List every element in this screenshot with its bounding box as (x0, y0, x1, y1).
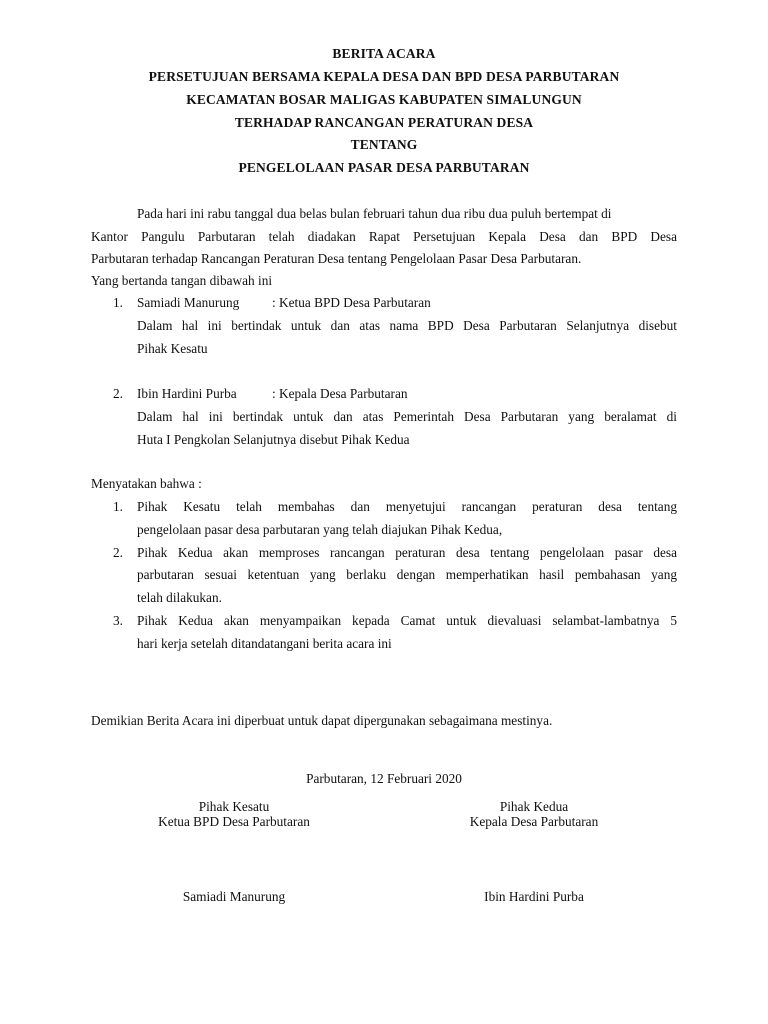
signature-title: Pihak Kedua (499, 799, 569, 814)
party-number: 1. (113, 295, 123, 310)
list-item-line-2: pengelolaan pasar desa parbutaran yang telah diajukan Pihak Kedua, (137, 522, 503, 537)
closing-statement: Demikian Berita Acara ini diperbuat untuk dapat dipergunakan sebagaimana mestinya. (91, 713, 553, 728)
signature-role: Kepala Desa Parbutaran (469, 814, 599, 829)
list-item-line-1: Pihak Kedua akan memproses rancangan peraturan desa tentang pengelolaan pasar desa (137, 545, 677, 560)
header-subtitle-2: KECAMATAN BOSAR MALIGAS KABUPATEN SIMALUNGUN (186, 92, 582, 107)
party-role: : Ketua BPD Desa Parbutaran (272, 295, 431, 310)
list-item-line-3: telah dilakukan. (137, 590, 222, 605)
list-item-line-2: hari kerja setelah ditandatangani berita acara ini (137, 636, 392, 651)
list-item-number: 2. (113, 545, 123, 560)
intro-line-2: Kantor Pangulu Parbutaran telah diadakan Rapat Persetujuan Kepala Desa dan BPD Desa (91, 229, 677, 244)
intro-line-1: Pada hari ini rabu tanggal dua belas bulan februari tahun dua ribu dua puluh bertempat di (137, 206, 612, 221)
party-role: : Kepala Desa Parbutaran (272, 386, 408, 401)
signature-name: Ibin Hardini Purba (484, 889, 584, 904)
statement-heading: Menyatakan bahwa : (91, 476, 202, 491)
party-description-line-1: Dalam hal ini bertindak untuk dan atas Pemerintah Desa Parbutaran yang beralamat di (137, 409, 677, 424)
header-subtitle-4: TENTANG (350, 137, 418, 152)
list-item-line-1: Pihak Kedua akan menyampaikan kepada Camat untuk dievaluasi selambat-lambatnya 5 (137, 613, 677, 628)
header-subtitle-1: PERSETUJUAN BERSAMA KEPALA DESA DAN BPD DESA PARBUTARAN (148, 69, 620, 84)
party-description-line-1: Dalam hal ini bertindak untuk dan atas nama BPD Desa Parbutaran Selanjutnya disebut (137, 318, 677, 333)
list-item-number: 3. (113, 613, 123, 628)
header-subtitle-3: TERHADAP RANCANGAN PERATURAN DESA (234, 115, 534, 130)
party-name: Samiadi Manurung (137, 295, 240, 310)
signature-name: Samiadi Manurung (182, 889, 286, 904)
signature-title: Pihak Kesatu (198, 799, 270, 814)
place-date: Parbutaran, 12 Februari 2020 (306, 771, 462, 786)
party-description-line-2: Huta I Pengkolan Selanjutnya disebut Pihak Kedua (137, 432, 410, 447)
party-description-line-2: Pihak Kesatu (137, 341, 208, 356)
party-number: 2. (113, 386, 123, 401)
list-item-line-1: Pihak Kesatu telah membahas dan menyetujui rancangan peraturan desa tentang (137, 499, 677, 514)
header-subtitle-5: PENGELOLAAN PASAR DESA PARBUTARAN (238, 160, 530, 175)
intro-line-3: Parbutaran terhadap Rancangan Peraturan Desa tentang Pengelolaan Pasar Desa Parbutaran. (91, 251, 582, 266)
signature-role: Ketua BPD Desa Parbutaran (158, 814, 310, 829)
list-item-number: 1. (113, 499, 123, 514)
party-name: Ibin Hardini Purba (137, 386, 237, 401)
intro-line-4: Yang bertanda tangan dibawah ini (91, 273, 273, 288)
header-title: BERITA ACARA (332, 46, 436, 61)
list-item-line-2: parbutaran sesuai ketentuan yang berlaku dengan memperhatikan hasil pembahasan yang (137, 567, 677, 582)
